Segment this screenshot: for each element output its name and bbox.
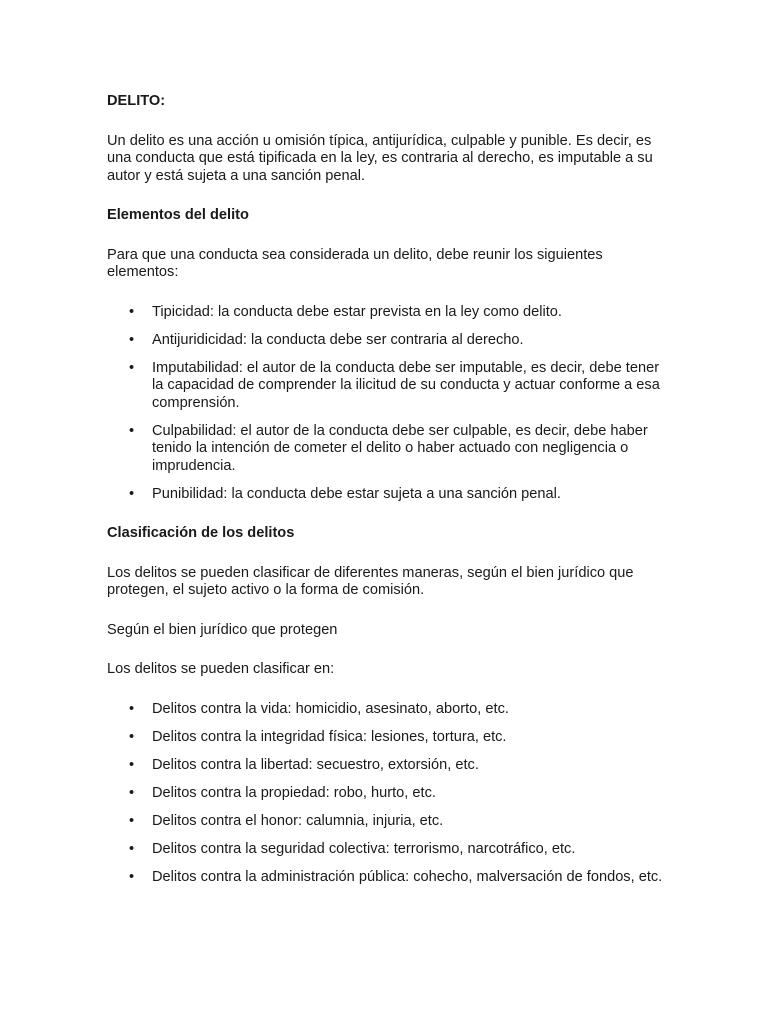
list-item-text: Delitos contra la integridad física: lesiones, tortura, etc. bbox=[152, 728, 507, 745]
bullet-icon: • bbox=[129, 728, 135, 745]
elementos-intro-paragraph: Para que una conducta sea considerada un delito, debe reunir los siguientes elementos: bbox=[107, 246, 603, 280]
list-item-text: Delitos contra la libertad: secuestro, extorsión, etc. bbox=[152, 756, 479, 773]
list-item-text: Punibilidad: la conducta debe estar sujeta a una sanción penal. bbox=[152, 485, 561, 502]
bullet-icon: • bbox=[129, 485, 135, 502]
list-item bbox=[107, 423, 667, 476]
list-item bbox=[107, 486, 667, 504]
list-item-text: Antijuridicidad: la conducta debe ser contraria al derecho. bbox=[152, 331, 524, 348]
list-item bbox=[107, 785, 667, 803]
bullet-icon: • bbox=[129, 422, 135, 439]
clasificacion-list-intro: Los delitos se pueden clasificar en: bbox=[107, 661, 335, 677]
bullet-icon: • bbox=[129, 700, 135, 717]
list-item-text: Delitos contra la administración pública: cohecho, malversación de fondos, etc. bbox=[152, 868, 663, 885]
delitos-list bbox=[107, 701, 667, 887]
list-item bbox=[107, 304, 667, 322]
list-item bbox=[107, 332, 667, 350]
bullet-icon: • bbox=[129, 840, 135, 857]
list-item bbox=[107, 841, 667, 859]
bullet-icon: • bbox=[129, 784, 135, 801]
elementos-list bbox=[107, 304, 667, 504]
bullet-icon: • bbox=[129, 303, 135, 320]
bullet-icon: • bbox=[129, 331, 135, 348]
section-heading-clasificacion: Clasificación de los delitos bbox=[107, 525, 295, 541]
bullet-icon: • bbox=[129, 359, 135, 376]
list-item-text: Delitos contra el honor: calumnia, injuria, etc. bbox=[152, 812, 444, 829]
clasificacion-paragraph: Los delitos se pueden clasificar de diferentes maneras, según el bien jurídico que protegen, el sujeto activo o la forma de comisión. bbox=[107, 564, 634, 598]
bullet-icon: • bbox=[129, 756, 135, 773]
list-item bbox=[107, 701, 667, 719]
list-item bbox=[107, 757, 667, 775]
list-item bbox=[107, 869, 667, 887]
bullet-icon: • bbox=[129, 812, 135, 829]
intro-paragraph: Un delito es una acción u omisión típica, antijurídica, culpable y punible. Es decir, es una conducta que está tipificada en la ley, es contraria al derecho, es imputable a su autor y está sujeta a una sanción penal. bbox=[107, 132, 653, 184]
section-heading-elementos: Elementos del delito bbox=[107, 207, 249, 223]
list-item-text: Culpabilidad: el autor de la conducta debe ser culpable, es decir, debe haber tenido la intención de cometer el delito o haber actuado con negligencia o imprudencia. bbox=[152, 422, 648, 474]
list-item bbox=[107, 729, 667, 747]
document-title: DELITO: bbox=[107, 93, 166, 109]
list-item-text: Tipicidad: la conducta debe estar prevista en la ley como delito. bbox=[152, 303, 562, 320]
list-item-text: Delitos contra la propiedad: robo, hurto, etc. bbox=[152, 784, 436, 801]
document-body bbox=[107, 93, 667, 886]
list-item-text: Delitos contra la seguridad colectiva: terrorismo, narcotráfico, etc. bbox=[152, 840, 576, 857]
list-item-text: Delitos contra la vida: homicidio, asesinato, aborto, etc. bbox=[152, 700, 509, 717]
list-item-text: Imputabilidad: el autor de la conducta debe ser imputable, es decir, debe tener la capacidad de comprender la ilicitud de su conducta y actuar conforme a esa comprensión. bbox=[152, 359, 660, 411]
subheading-bien-juridico: Según el bien jurídico que protegen bbox=[107, 621, 338, 638]
list-item bbox=[107, 813, 667, 831]
bullet-icon: • bbox=[129, 868, 135, 885]
list-item bbox=[107, 360, 667, 413]
